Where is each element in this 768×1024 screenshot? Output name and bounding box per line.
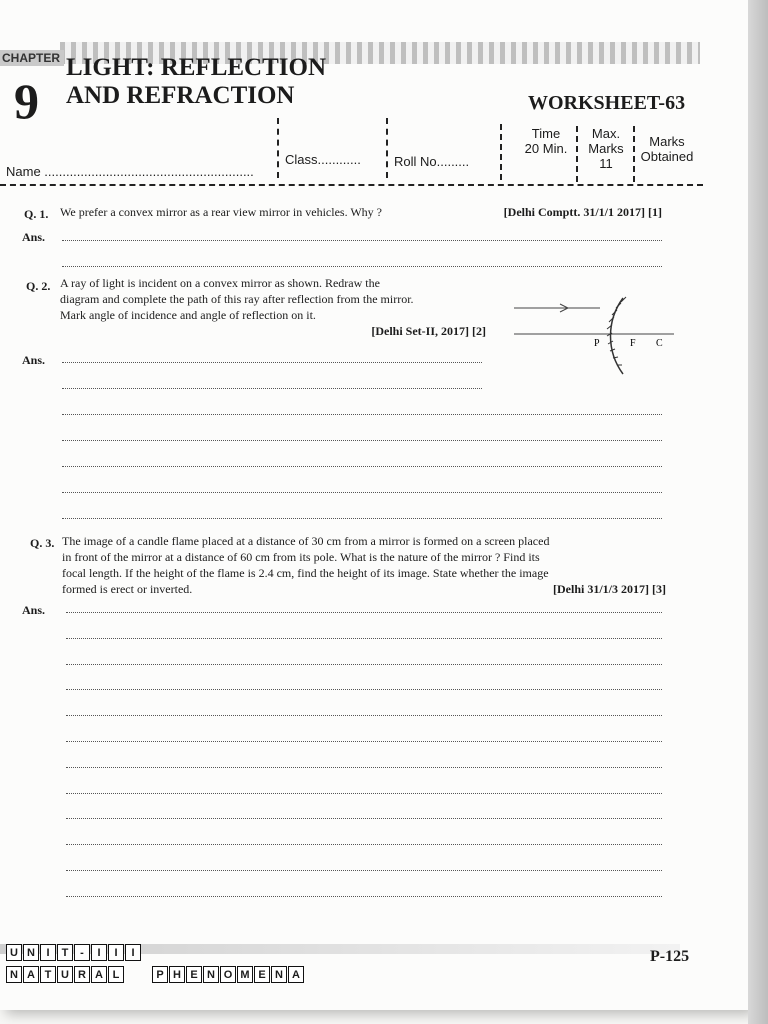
letter-box: M [237, 966, 253, 983]
question-number: Q. 3. [30, 536, 55, 550]
question-text-line: in front of the mirror at a distance of 60 cm from its pole. What is the nature of the mirror ? Find its [62, 550, 540, 564]
question-text-line: A ray of light is incident on a convex mirror as shown. Redraw the [60, 276, 380, 290]
letter-box: R [74, 966, 90, 983]
chapter-number: 9 [14, 73, 39, 129]
question-3 [62, 533, 666, 597]
phenomena-label [152, 966, 304, 983]
time-label: Time [531, 126, 561, 141]
letter-box: P [152, 966, 168, 983]
divider [633, 126, 635, 182]
worksheet-label: WORKSHEET-63 [528, 92, 686, 114]
answer-line [62, 362, 482, 363]
answer-line [66, 741, 662, 742]
pole-label: P [594, 338, 600, 349]
divider [576, 126, 578, 182]
question-2 [60, 275, 492, 339]
letter-box: N [203, 966, 219, 983]
answer-line [62, 240, 662, 241]
letter-box: O [220, 966, 236, 983]
question-reference: [Delhi Set-II, 2017] [2] [371, 324, 486, 338]
roll-field: Roll No......... [394, 154, 470, 169]
question-text-line: The image of a candle flame placed at a distance of 30 cm from a mirror is formed on a screen placed [62, 534, 550, 548]
answer-line [62, 388, 482, 389]
answer-line [66, 715, 662, 716]
max-label: Max. [591, 126, 621, 141]
letter-box: - [74, 944, 90, 961]
question-reference: [Delhi Comptt. 31/1/1 2017] [1] [503, 205, 662, 219]
answer-line [62, 492, 662, 493]
mirror-hatching [607, 297, 626, 365]
answer-line [62, 466, 662, 467]
answer-line [62, 414, 662, 415]
letter-box: I [91, 944, 107, 961]
natural-label [6, 966, 124, 983]
time-box [518, 126, 574, 156]
answer-label: Ans. [22, 603, 46, 617]
answer-line [66, 689, 662, 690]
question-number: Q. 1. [24, 207, 49, 221]
marks-label: Marks [588, 141, 624, 156]
answer-line [66, 793, 662, 794]
letter-box: H [169, 966, 185, 983]
answer-line [62, 518, 662, 519]
question-text: We prefer a convex mirror as a rear view mirror in vehicles. Why ? [60, 205, 383, 219]
letter-box: A [91, 966, 107, 983]
answer-label: Ans. [22, 230, 46, 244]
mirror-curve [610, 298, 623, 374]
question-text-line: Mark angle of incidence and angle of reflection on it. [60, 308, 316, 322]
letter-box: U [6, 944, 22, 961]
divider [277, 118, 279, 178]
marks-obtained-box [636, 134, 698, 164]
answer-line [66, 767, 662, 768]
answer-label: Ans. [22, 353, 46, 367]
answer-line [66, 870, 662, 871]
question-text-line: focal length. If the height of the flame is 2.4 cm, find the height of its image. State whether the image [62, 566, 549, 580]
letter-box: N [6, 966, 22, 983]
title-line-2: AND REFRACTION [66, 82, 295, 109]
letter-box: A [23, 966, 39, 983]
chapter-tag: CHAPTER [0, 50, 64, 66]
letter-box: T [57, 944, 73, 961]
class-field: Class............ [285, 152, 361, 167]
letter-box: N [271, 966, 287, 983]
letter-box: I [125, 944, 141, 961]
page-number: P-125 [650, 948, 690, 965]
centre-label: C [656, 338, 663, 349]
question-text-line: formed is erect or inverted. [62, 582, 193, 596]
divider [386, 118, 388, 178]
answer-line [66, 818, 662, 819]
obtained-label: Obtained [640, 149, 694, 164]
book-edge [748, 0, 768, 1024]
question-text-line: diagram and complete the path of this ray after reflection from the mirror. [60, 292, 414, 306]
question-last-line [62, 581, 666, 597]
divider [500, 124, 502, 180]
answer-line [66, 612, 662, 613]
letter-box: T [40, 966, 56, 983]
max-marks-box [580, 126, 632, 171]
answer-line [62, 440, 662, 441]
name-field: Name .......................................................... [6, 164, 254, 179]
letter-box: I [40, 944, 56, 961]
title-line-1: LIGHT: REFLECTION [66, 54, 326, 81]
answer-line [62, 266, 662, 267]
time-value: 20 Min. [524, 141, 568, 156]
letter-box: L [108, 966, 124, 983]
max-marks-value: 11 [599, 156, 613, 171]
question-1 [60, 204, 670, 220]
letter-box: I [108, 944, 124, 961]
question-number: Q. 2. [26, 279, 51, 293]
header-divider [0, 184, 703, 186]
question-reference: [Delhi 31/1/3 2017] [3] [553, 582, 666, 596]
answer-line [66, 638, 662, 639]
marks-label: Marks [649, 134, 685, 149]
convex-mirror-diagram [508, 288, 680, 384]
unit-label [6, 944, 141, 961]
answer-line [66, 896, 662, 897]
letter-box: A [288, 966, 304, 983]
answer-line [66, 844, 662, 845]
chapter-title [66, 54, 326, 110]
focus-label: F [630, 338, 636, 349]
letter-box: U [57, 966, 73, 983]
letter-box: N [23, 944, 39, 961]
answer-line [66, 664, 662, 665]
letter-box: E [186, 966, 202, 983]
letter-box: E [254, 966, 270, 983]
